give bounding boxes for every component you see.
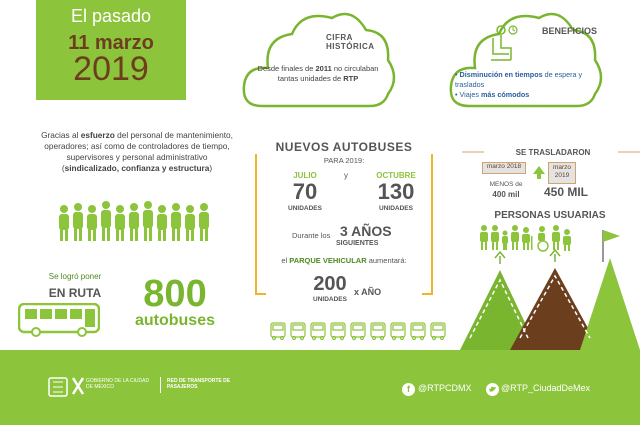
twitter-icon[interactable] (486, 383, 499, 396)
logro-label: Se logró poner (48, 272, 102, 281)
cifra-subtitle: HISTÓRICA (326, 42, 375, 51)
value-800: 800 (143, 273, 207, 315)
footer-divider (160, 377, 161, 393)
per-year-value: 200 (313, 273, 347, 295)
per-year-label: x AÑO (354, 287, 382, 297)
beneficios-list (455, 70, 585, 100)
beneficios-title: BENEFICIOS (542, 26, 598, 36)
cifra-title: CIFRA (326, 33, 353, 42)
cdmx-logo-icon (71, 376, 85, 396)
octubre-value: 130 (377, 179, 415, 204)
bus-icon (18, 303, 100, 337)
and-label: y (344, 171, 348, 180)
per-year-units: UNIDADES (313, 296, 347, 303)
menos-label: MENOS de (489, 181, 523, 188)
date-line-2: 11 marzo (68, 32, 154, 54)
year-2018-label: marzo 2018 (486, 163, 522, 170)
bus-row-icons (270, 318, 470, 350)
cloud-icon (240, 8, 400, 113)
beneficio-item: • Disminución en tiempos de espera y traslados (455, 70, 583, 89)
parque-label: el PARQUE VEHICULAR aumentará: (281, 256, 407, 265)
facebook-icon[interactable]: f (402, 383, 415, 396)
siguientes-label: SIGUIENTES (336, 240, 379, 247)
footer-gobierno: GOBIERNO DE LA CIUDAD DE MÉXICO (86, 378, 150, 390)
octubre-label: OCTUBRE (376, 171, 416, 180)
date-line-1: El pasado (70, 6, 152, 26)
para-label: PARA 2019: (323, 156, 365, 165)
footer-rtp: RED DE TRANSPORTE DE PASAJEROS (167, 378, 231, 390)
cifra-text: Desde finales de 2011 no circulaban tantas unidades de RTP (257, 64, 379, 83)
twitter-handle[interactable]: @RTP_CiudadDeMex (501, 383, 591, 393)
nuevos-title: NUEVOS AUTOBUSES (254, 140, 434, 154)
julio-label: JULIO (293, 171, 317, 180)
julio-value: 70 (292, 179, 318, 204)
facebook-handle[interactable]: @RTPCDMX (418, 383, 472, 393)
staff-group-icon (56, 198, 216, 244)
gracias-text: Gracias al esfuerzo del personal de mantenimiento, operadores; así como de controladores de tiempo, supervisores y personal administrativo (sindicalizado, confianza y estructura) (41, 130, 233, 173)
autobuses-label: autobuses (134, 312, 215, 329)
beneficio-item: • Viajes más cómodos (455, 90, 530, 99)
value-400: 400 mil (492, 190, 520, 199)
durante-label: Durante los (292, 231, 331, 240)
up-arrow-icon (531, 164, 547, 180)
cdmx-shield-icon (47, 376, 69, 398)
year-2019-label: marzo 2019 (552, 164, 572, 179)
trasladaron-title: SE TRASLADARON (515, 148, 591, 157)
personas-title: PERSONAS USUARIAS (494, 210, 606, 221)
date-year: 2019 (73, 50, 149, 88)
mountains-graphic (440, 228, 640, 353)
en-ruta-label: EN RUTA (48, 286, 102, 300)
seated-person-icon (485, 24, 521, 64)
octubre-units: UNIDADES (379, 205, 413, 212)
tres-anos: 3 AÑOS (340, 223, 392, 239)
julio-units: UNIDADES (288, 205, 322, 212)
value-450: 450 MIL (543, 185, 588, 199)
